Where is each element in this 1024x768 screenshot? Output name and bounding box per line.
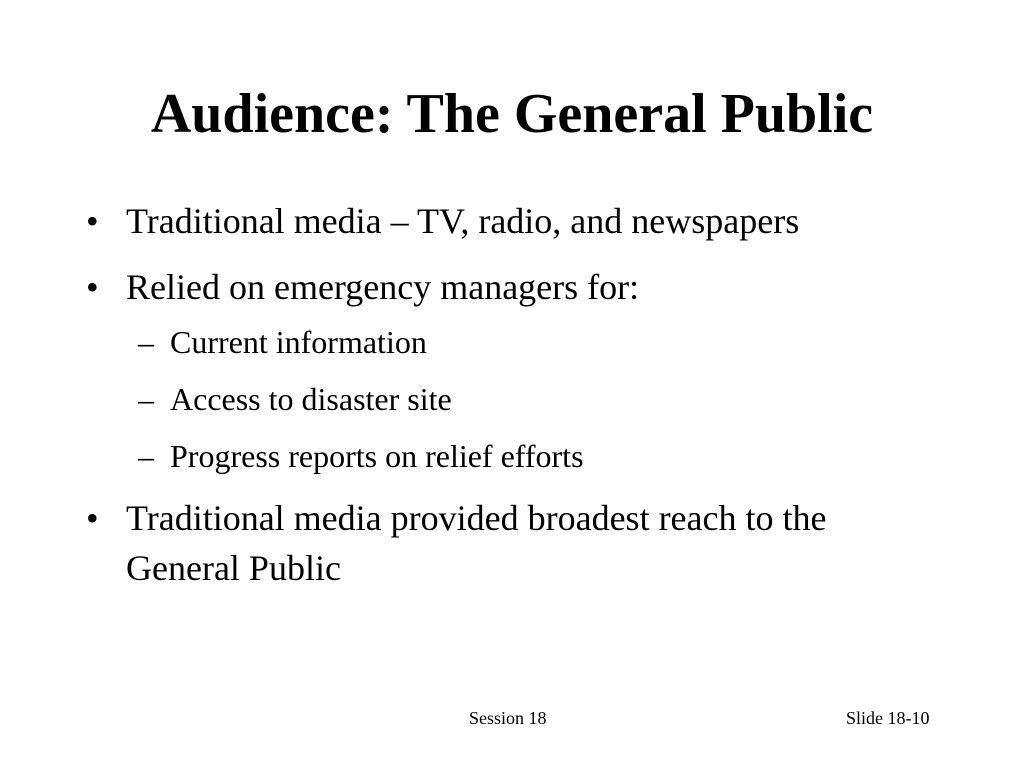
sub-bullet-item bbox=[86, 379, 946, 419]
sub-bullet-item bbox=[86, 322, 946, 362]
sub-bullet-text: Current information bbox=[170, 324, 427, 360]
bullet-marker: • bbox=[86, 267, 99, 307]
footer-session: Session 18 bbox=[469, 708, 547, 728]
sub-bullet-item bbox=[86, 436, 946, 476]
sub-bullet-marker: – bbox=[138, 324, 154, 360]
bullet-marker: • bbox=[86, 201, 99, 241]
sub-bullet-list bbox=[86, 322, 946, 476]
slide-content bbox=[86, 196, 946, 609]
bullet-item bbox=[86, 196, 946, 246]
sub-bullet-text: Access to disaster site bbox=[170, 381, 452, 417]
sub-bullet-marker: – bbox=[138, 438, 154, 474]
bullet-marker: • bbox=[86, 498, 99, 538]
bullet-text: Traditional media provided broadest reach to the General Public bbox=[126, 498, 827, 588]
bullet-item bbox=[86, 262, 946, 312]
bullet-item bbox=[86, 493, 946, 593]
bullet-text: Traditional media – TV, radio, and newspapers bbox=[126, 201, 800, 241]
footer-slide-number: Slide 18-10 bbox=[846, 708, 930, 728]
sub-bullet-text: Progress reports on relief efforts bbox=[170, 438, 584, 474]
bullet-text: Relied on emergency managers for: bbox=[126, 267, 640, 307]
slide-title: Audience: The General Public bbox=[150, 83, 874, 145]
sub-bullet-marker: – bbox=[138, 381, 154, 417]
